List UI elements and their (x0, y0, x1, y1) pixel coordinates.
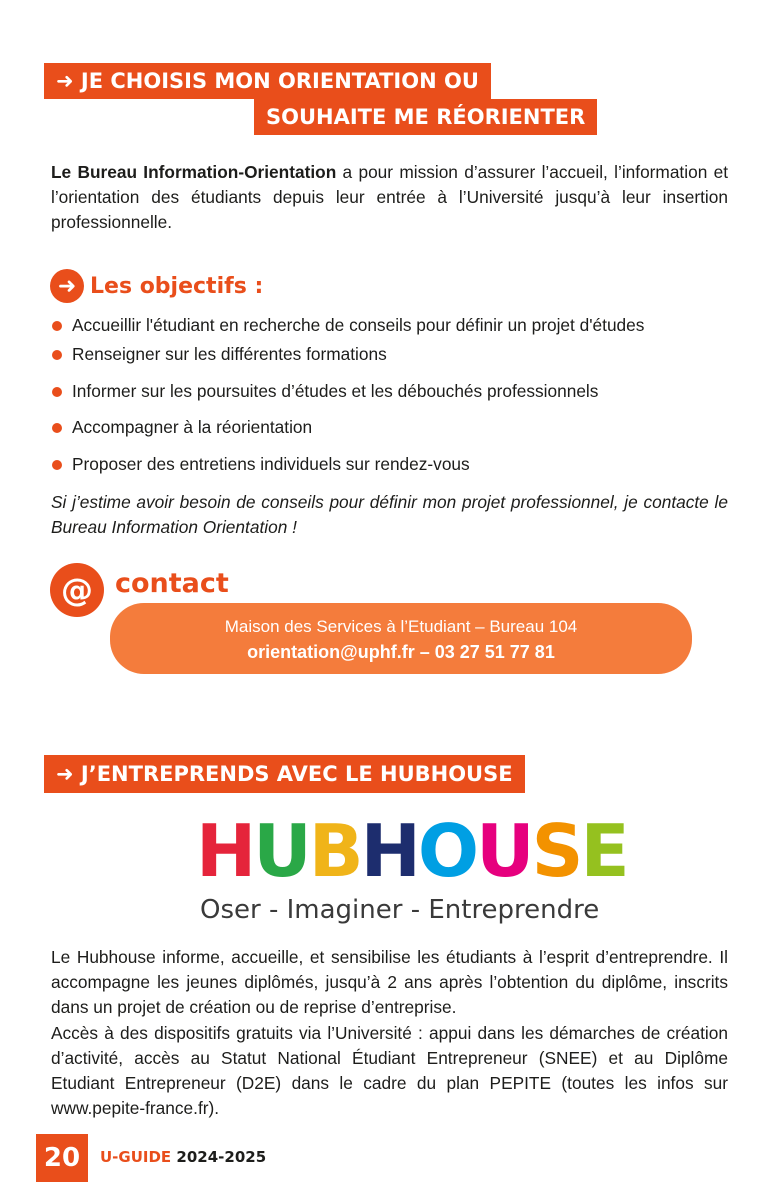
list-item (52, 342, 387, 367)
hubhouse-logo (196, 809, 627, 930)
contact-box (110, 603, 692, 674)
bullet-dot-icon (52, 460, 62, 470)
objectives-heading (50, 268, 263, 304)
intro-paragraph (51, 160, 728, 235)
bullet-dot-icon (52, 423, 62, 433)
hubhouse-paragraph-1: Le Hubhouse informe, accueille, et sensibilise les étudiants à l’esprit d’entreprendre. Il accompagne les jeunes diplômés, jusqu’à 2 ans après l’obtention du diplôme, inscrits dans un projet de création ou de reprise d’entreprise. (51, 947, 728, 1017)
list-item (52, 313, 644, 338)
hubhouse-logo-tagline: Oser - Imaginer - Entreprendre (200, 895, 600, 925)
section-banner-orientation-line1: ➜ JE CHOISIS MON ORIENTATION OU (44, 63, 491, 99)
hubhouse-paragraph-2: Accès à des dispositifs gratuits via l’Université : appui dans les démarches de création d’activité, accès au Statut National Étudiant Entrepreneur (SNEE) et au Diplôme Etudiant Entrepreneur (D2E) dans le cadre du plan PEPITE (toutes les infos sur www.pepite-france.fr). (51, 1023, 728, 1118)
list-item (52, 415, 312, 440)
bullet-dot-icon (52, 387, 62, 397)
footer-guide-label: U-GUIDE (100, 1148, 172, 1166)
section-banner-orientation-line2: SOUHAITE ME RÉORIENTER (254, 99, 597, 135)
page-number: 20 (36, 1134, 88, 1182)
list-item-text: Renseigner sur les différentes formations (72, 344, 387, 364)
section-banner-hubhouse: ➜ J’ENTREPRENDS AVEC LE HUBHOUSE (44, 755, 525, 793)
arrow-circle-icon: ➜ (50, 269, 84, 303)
contact-title: contact (115, 568, 229, 599)
hubhouse-logo-letter: O (417, 809, 477, 893)
advice-note: Si j’estime avoir besoin de conseils pour définir mon projet professionnel, je contacte le Bureau Information Orientation ! (51, 492, 728, 537)
intro-text: a pour mission d’assurer l’accueil, l’information et l’orientation des étudiants depuis leur entrée à l’Université jusqu’à leur insertion professionnelle. (51, 162, 729, 232)
bullet-dot-icon (52, 321, 62, 331)
footer-guide (100, 1148, 266, 1166)
list-item-text: Accompagner à la réorientation (72, 417, 313, 437)
list-item (52, 452, 470, 477)
list-item-text: Accueillir l'étudiant en recherche de conseils pour définir un projet d'études (72, 315, 645, 335)
list-item (52, 379, 598, 404)
hubhouse-logo-letter: S (531, 809, 581, 893)
footer-year: 2024-2025 (176, 1148, 267, 1166)
contact-address: Maison des Services à l’Etudiant – Bureau 104 (224, 617, 578, 636)
hubhouse-logo-letter: U (253, 809, 309, 893)
list-item-text: Informer sur les poursuites d’études et les débouchés professionnels (72, 381, 599, 401)
hubhouse-logo-letter: H (360, 809, 418, 893)
hubhouse-logo-letter: B (308, 809, 361, 893)
bullet-dot-icon (52, 350, 62, 360)
contact-email-phone[interactable]: orientation@uphf.fr – 03 27 51 77 81 (247, 642, 555, 662)
at-sign-icon: @ (50, 563, 104, 617)
list-item-text: Proposer des entretiens individuels sur rendez-vous (72, 454, 470, 474)
objectives-title: Les objectifs : (90, 273, 264, 299)
intro-bold: Le Bureau Information-Orientation (51, 162, 337, 182)
hubhouse-logo-letter: H (196, 809, 254, 893)
hubhouse-logo-letter: E (580, 809, 627, 893)
hubhouse-logo-letter: U (476, 809, 532, 893)
hubhouse-logo-word (196, 809, 627, 893)
